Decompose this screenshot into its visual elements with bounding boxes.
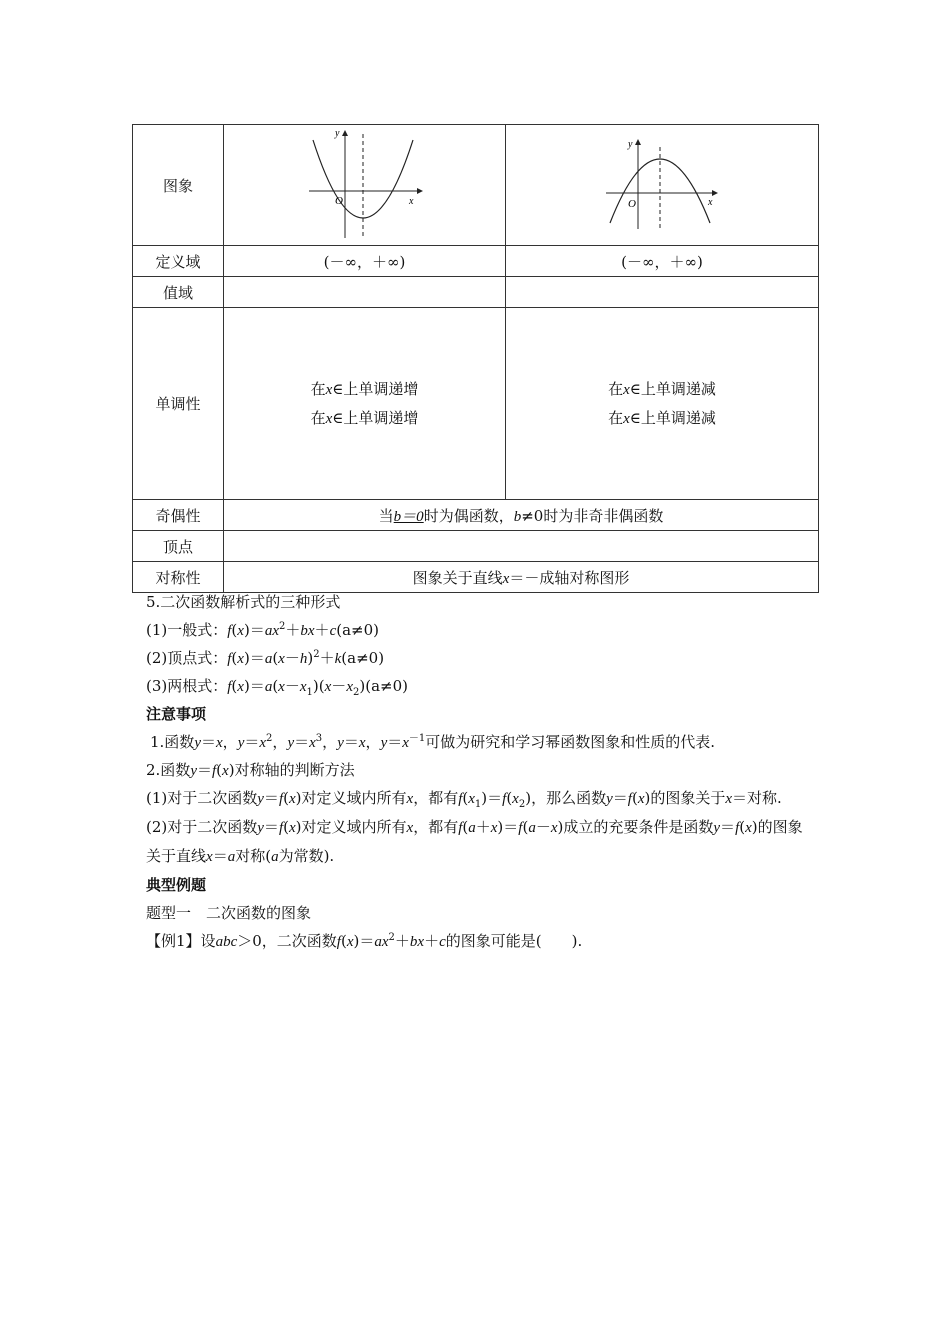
example-1: 【例1】设abc＞0，二次函数$f(x)=ax^2+bx+c$的图象可能是( ).: [146, 932, 583, 950]
label-parity: 奇偶性: [133, 500, 224, 531]
range-left: [224, 277, 506, 308]
label-symmetry: 对称性: [133, 562, 224, 593]
label-graph: 图象: [133, 125, 224, 246]
form-roots: (3)两根式：$f(x)=a(x-x_1)(x-x_2)(a\ne 0)$: [146, 677, 408, 698]
note-2-1: (1)对于二次函数y＝f(x)对定义域内所有x，都有$f(x_1)=f(x_2)$，那么函数y＝f(x)的图象关于x＝对称.: [146, 789, 782, 810]
row-domain: [133, 246, 819, 277]
examples-heading: 典型例题: [146, 876, 207, 894]
note-2-2: (2)对于二次函数y＝f(x)对定义域内所有x，都有f(a＋x)＝f(a－x)成立的充要条件是函数y＝f(x)的图象关于直线x＝a对称(a为常数).: [146, 818, 803, 865]
body-content: [146, 588, 816, 955]
label-range: 值域: [133, 277, 224, 308]
symmetry-value: 图象关于直线x＝－成轴对称图形: [224, 562, 819, 593]
section5-title: 5.二次函数解析式的三种形式: [146, 593, 341, 611]
note-2-title: 2.函数y＝f(x)对称轴的判断方法: [146, 761, 355, 779]
range-right: [506, 277, 819, 308]
label-monotonicity: 单调性: [133, 308, 224, 500]
mono-left-1: 在x∈上单调递增: [310, 379, 419, 398]
x-axis-label-2: x: [708, 197, 713, 208]
y-axis-label-2: y: [628, 139, 633, 150]
mono-right-2: 在x∈上单调递减: [608, 408, 716, 427]
domain-left: (－∞，＋∞): [224, 246, 506, 277]
row-range: [133, 277, 819, 308]
domain-right: (－∞，＋∞): [506, 246, 819, 277]
label-vertex: 顶点: [133, 531, 224, 562]
origin-label: O: [334, 195, 343, 207]
y-axis-label: y: [334, 128, 339, 139]
form-general: (1)一般式：$f(x)=ax^2+bx+c(a\ne 0)$: [146, 621, 379, 639]
vertex-value: [224, 531, 819, 562]
origin-label-2: O: [628, 198, 636, 210]
label-domain: 定义域: [133, 246, 224, 277]
parity-value: 当b＝0时为偶函数，b≠0时为非奇非偶函数: [224, 500, 819, 531]
row-graph: [133, 125, 819, 246]
mono-right-1: 在x∈上单调递减: [608, 379, 716, 398]
x-axis-label: x: [408, 196, 413, 207]
row-vertex: [133, 531, 819, 562]
upward-parabola-graph: [305, 126, 425, 244]
mono-left-2: 在x∈上单调递增: [310, 408, 419, 427]
properties-table: [132, 124, 819, 593]
downward-parabola-graph: [602, 135, 722, 235]
row-parity: [133, 500, 819, 531]
note-1: 1.函数y＝x，$y=x^2$，$y=x^3$，y＝x，$y=x^{-1}$可做为研究和学习幂函数图象和性质的代表.: [150, 733, 716, 751]
row-monotonicity: [133, 308, 819, 500]
form-vertex: (2)顶点式：$f(x)=a(x-h)^2+k(a\ne 0)$: [146, 649, 385, 667]
notes-heading: 注意事项: [146, 705, 207, 723]
type-1-title: 题型一 二次函数的图象: [146, 904, 312, 922]
